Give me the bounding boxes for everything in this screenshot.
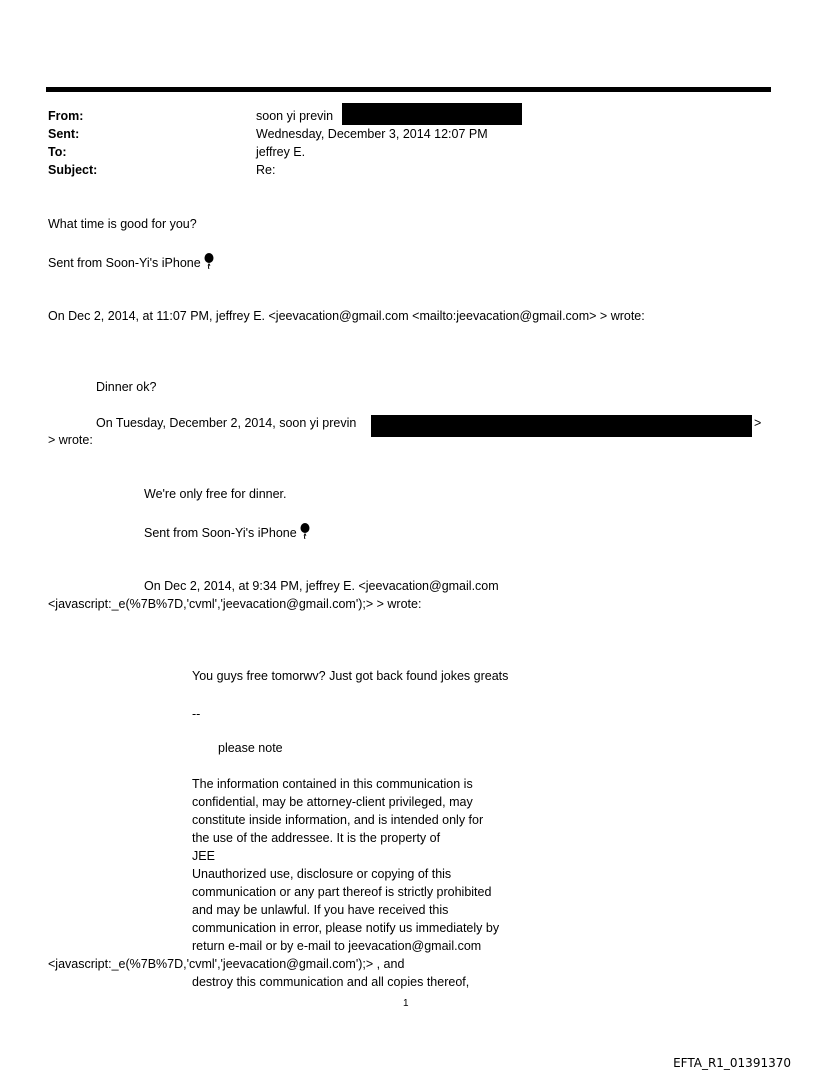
signature-text: Sent from Soon-Yi's iPhone [48, 256, 201, 270]
from-label: From: [48, 109, 84, 123]
from-value: soon yi previn [256, 109, 334, 123]
disclaimer-line: confidential, may be attorney-client privileged, may [192, 795, 473, 809]
document-id: EFTA_R1_01391370 [673, 1056, 791, 1070]
quote3-text: You guys free tomorwv? Just got back found jokes greats [192, 669, 509, 683]
quote2-attribution: On Tuesday, December 2, 2014, soon yi previn [96, 416, 357, 430]
disclaimer-block [192, 775, 499, 955]
disclaimer-line: the use of the addressee. It is the property of [192, 831, 441, 845]
header-rule [46, 87, 771, 92]
quote2-attribution-tail: > [754, 416, 762, 430]
balloon-icon [204, 253, 214, 274]
disclaimer-line: JEE [192, 849, 215, 863]
quote3-attribution: On Dec 2, 2014, at 9:34 PM, jeffrey E. <jeevacation@gmail.com [144, 579, 499, 593]
quote2-text: We're only free for dinner. [144, 487, 287, 501]
sent-value: Wednesday, December 3, 2014 12:07 PM [256, 127, 488, 141]
subject-label: Subject: [48, 163, 98, 177]
subject-value: Re: [256, 163, 276, 177]
quote1-text: Dinner ok? [96, 380, 157, 394]
signature [48, 253, 214, 274]
disclaimer-last-line: destroy this communication and all copies thereof, [192, 975, 470, 989]
quote3-dash: -- [192, 707, 201, 721]
balloon-icon [300, 523, 310, 544]
disclaimer-line: constitute inside information, and is intended only for [192, 813, 484, 827]
disclaimer-line: The information contained in this communication is [192, 777, 473, 791]
disclaimer-line: communication or any part thereof is strictly prohibited [192, 885, 492, 899]
quote2-signature [144, 523, 310, 544]
quote2-signature-text: Sent from Soon-Yi's iPhone [144, 526, 297, 540]
disclaimer-line: return e-mail or by e-mail to jeevacation@gmail.com [192, 939, 482, 953]
quote2-attribution-line2: > wrote: [48, 433, 93, 447]
please-note: please note [218, 741, 283, 755]
to-value: jeffrey E. [256, 145, 306, 159]
disclaimer-line: communication in error, please notify us immediately by [192, 921, 500, 935]
disclaimer-js-line: <javascript:_e(%7B%7D,'cvml','jeevacation@gmail.com');> , and [48, 957, 405, 971]
page-number: 1 [403, 998, 409, 1009]
to-label: To: [48, 145, 67, 159]
redaction-sender-email [371, 415, 752, 437]
redaction-from-email [342, 103, 522, 125]
quote3-attribution-line2: <javascript:_e(%7B%7D,'cvml','jeevacation@gmail.com');> > wrote: [48, 597, 422, 611]
quote1-attribution: On Dec 2, 2014, at 11:07 PM, jeffrey E. <jeevacation@gmail.com <mailto:jeevacation@gmail.com> > wrote: [48, 309, 645, 323]
disclaimer-line: and may be unlawful. If you have received this [192, 903, 449, 917]
disclaimer-line: Unauthorized use, disclosure or copying of this [192, 867, 452, 881]
reply-text: What time is good for you? [48, 217, 197, 231]
sent-label: Sent: [48, 127, 80, 141]
